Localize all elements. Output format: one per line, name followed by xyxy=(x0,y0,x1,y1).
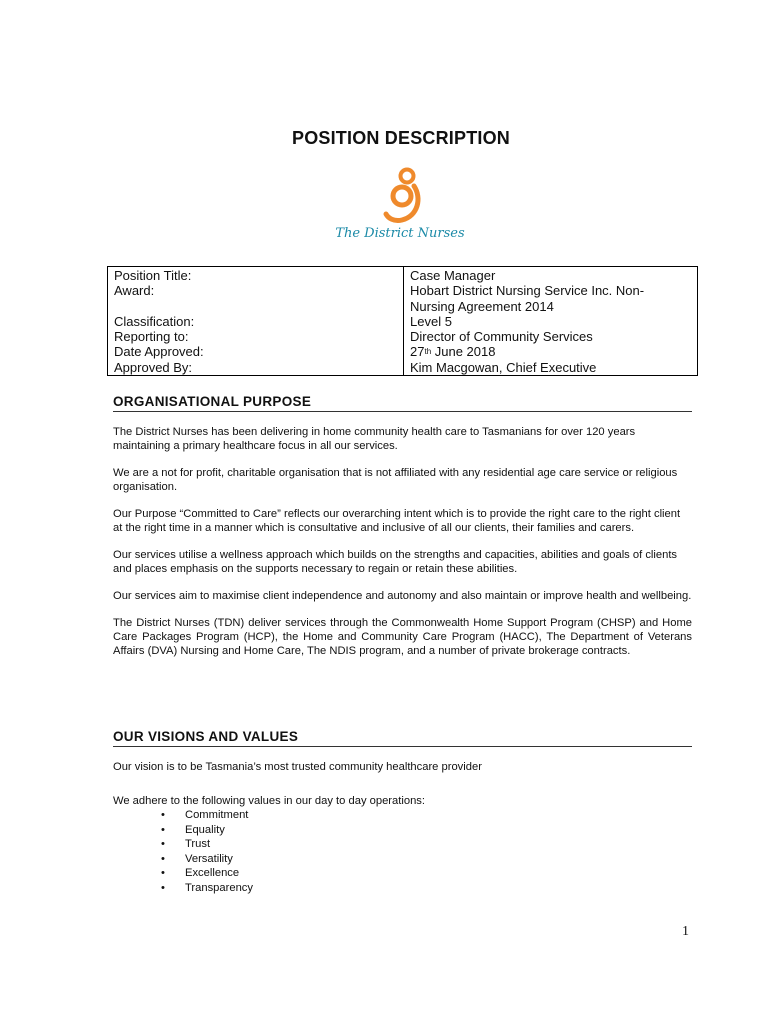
award-value-line1: Hobart District Nursing Service Inc. Non- xyxy=(410,283,645,299)
position-info-table xyxy=(107,266,698,376)
approved-by-label: Approved By: xyxy=(108,360,404,376)
table-row xyxy=(108,267,698,284)
values-intro: We adhere to the following values in our day to day operations: xyxy=(113,795,425,807)
date-month-year: June 2018 xyxy=(431,344,496,360)
purpose-paragraph: The District Nurses (TDN) deliver services through the Commonwealth Home Support Program (CHSP) and Home Care Packages Program (HCP), the Home and Community Care Program (HACC), The Department of Veterans Affairs (DVA) Nursing and Home Care, The NDIS program, and a number of private brokerage contracts. xyxy=(113,617,692,657)
list-item: • Commitment xyxy=(113,808,692,823)
purpose-paragraph: We are a not for profit, charitable organisation that is not affiliated with any residential age care service or religious organisation. xyxy=(113,467,678,493)
purpose-paragraph: The District Nurses has been delivering in home community health care to Tasmanians for over 120 years maintaining a primary healthcare focus in all our services. xyxy=(113,426,636,452)
purpose-paragraph: Our Purpose “Committed to Care” reflects our overarching intent which is to provide the right care to the right client at the right time in a manner which is consultative and inclusive of all our clients, their families and carers. xyxy=(113,508,681,534)
list-item: • Versatility xyxy=(113,852,692,867)
list-item: • Trust xyxy=(113,837,692,852)
visions-values-heading: OUR VISIONS AND VALUES xyxy=(113,730,692,747)
award-label: Award: xyxy=(108,283,404,314)
table-row xyxy=(108,344,698,359)
table-row xyxy=(108,314,698,329)
list-item: • Equality xyxy=(113,823,692,838)
classification-value: Level 5 xyxy=(404,314,698,329)
approved-by-value: Kim Macgowan, Chief Executive xyxy=(404,360,698,376)
reporting-to-label: Reporting to: xyxy=(108,329,404,344)
logo-text: The District Nurses xyxy=(335,226,465,241)
award-value xyxy=(404,283,698,314)
list-item: • Excellence xyxy=(113,866,692,881)
organisational-purpose-section xyxy=(113,395,692,671)
date-ordinal-suffix: th xyxy=(424,347,432,357)
classification-label: Classification: xyxy=(108,314,404,329)
visions-values-section xyxy=(113,730,692,895)
purpose-paragraph: Our services utilise a wellness approach which builds on the strengths and capacities, abilities and goals of clients and places emphasis on the supports necessary to regain or retain these abilities. xyxy=(113,549,678,575)
values-list xyxy=(113,808,692,895)
position-title-label: Position Title: xyxy=(108,267,404,284)
page-number: 1 xyxy=(682,924,689,939)
list-item: • Transparency xyxy=(113,881,692,896)
date-approved-value xyxy=(404,344,698,359)
logo-figure-icon xyxy=(330,164,480,228)
table-row xyxy=(108,283,698,314)
date-day: 27 xyxy=(410,344,425,360)
table-row xyxy=(108,329,698,344)
organisational-purpose-heading: ORGANISATIONAL PURPOSE xyxy=(113,395,692,412)
date-approved-label: Date Approved: xyxy=(108,344,404,359)
reporting-to-value: Director of Community Services xyxy=(404,329,698,344)
page-title: POSITION DESCRIPTION xyxy=(291,128,511,148)
table-row xyxy=(108,360,698,376)
purpose-paragraph: Our services aim to maximise client independence and autonomy and also maintain or improve health and wellbeing. xyxy=(113,590,692,602)
vision-statement: Our vision is to be Tasmania’s most trusted community healthcare provider xyxy=(113,761,482,773)
position-title-value: Case Manager xyxy=(404,267,698,284)
district-nurses-logo xyxy=(330,164,480,250)
award-value-line2: Nursing Agreement 2014 xyxy=(410,298,554,314)
